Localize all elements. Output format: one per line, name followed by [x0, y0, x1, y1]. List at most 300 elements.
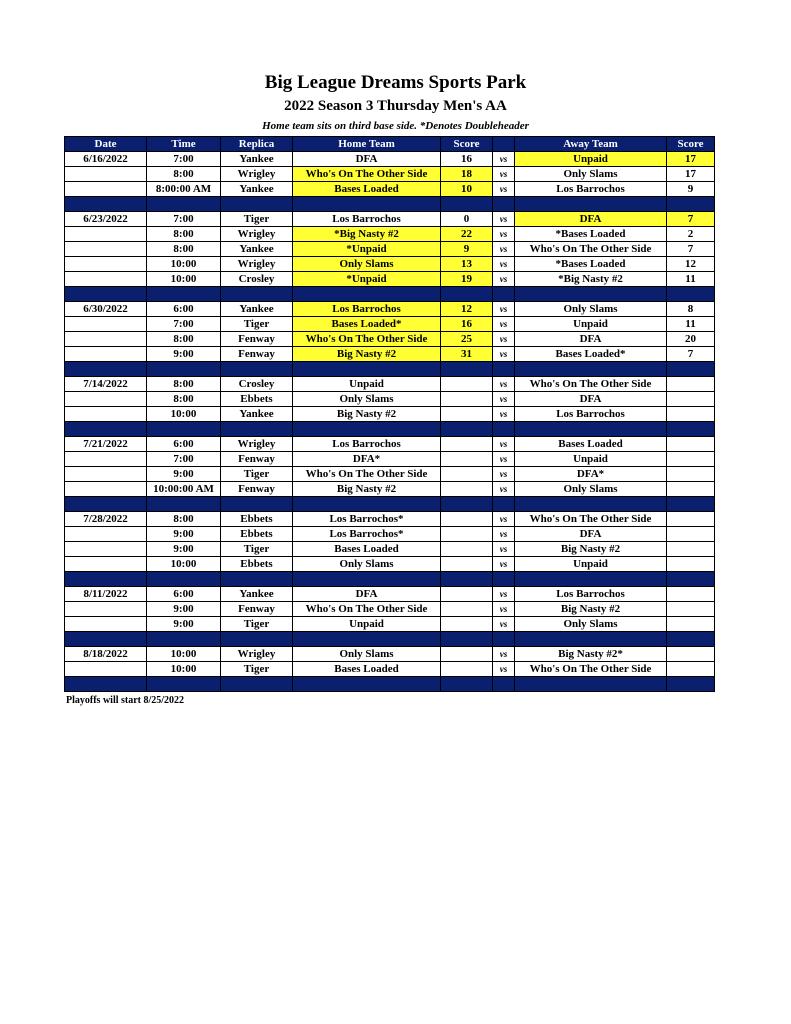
away-team-cell: DFA [515, 392, 667, 407]
replica-cell: Yankee [221, 152, 293, 167]
home-score-cell [441, 662, 493, 677]
separator-cell [441, 572, 493, 587]
time-cell: 8:00 [147, 242, 221, 257]
home-team-cell: Who's On The Other Side [293, 332, 441, 347]
week-separator [65, 197, 715, 212]
home-score-cell: 16 [441, 152, 493, 167]
separator-cell [65, 287, 147, 302]
time-cell: 9:00 [147, 467, 221, 482]
separator-cell [147, 287, 221, 302]
game-row [65, 647, 715, 662]
separator-cell [667, 632, 715, 647]
separator-cell [65, 497, 147, 512]
col-header-replica: Replica [221, 137, 293, 152]
away-score-cell [667, 617, 715, 632]
away-team-cell: Only Slams [515, 302, 667, 317]
date-cell [65, 272, 147, 287]
vs-cell: vs [493, 542, 515, 557]
schedule-note: Home team sits on third base side. *Denotes Doubleheader [262, 120, 529, 132]
time-cell: 10:00:00 AM [147, 482, 221, 497]
date-cell [65, 467, 147, 482]
date-cell: 6/23/2022 [65, 212, 147, 227]
time-cell: 9:00 [147, 542, 221, 557]
game-row [65, 242, 715, 257]
replica-cell: Crosley [221, 272, 293, 287]
replica-cell: Yankee [221, 302, 293, 317]
home-team-cell: Only Slams [293, 557, 441, 572]
away-score-cell: 7 [667, 242, 715, 257]
replica-cell: Fenway [221, 482, 293, 497]
col-header-date: Date [65, 137, 147, 152]
vs-cell: vs [493, 527, 515, 542]
date-cell [65, 182, 147, 197]
away-score-cell [667, 467, 715, 482]
col-header-home-score: Score [441, 137, 493, 152]
game-row [65, 467, 715, 482]
date-cell [65, 167, 147, 182]
home-team-cell: Bases Loaded [293, 662, 441, 677]
replica-cell: Ebbets [221, 557, 293, 572]
time-cell: 9:00 [147, 602, 221, 617]
separator-cell [293, 632, 441, 647]
home-team-cell: Big Nasty #2 [293, 347, 441, 362]
game-row [65, 482, 715, 497]
vs-cell: vs [493, 257, 515, 272]
home-score-cell: 13 [441, 257, 493, 272]
separator-cell [441, 632, 493, 647]
separator-cell [667, 362, 715, 377]
away-team-cell: *Bases Loaded [515, 257, 667, 272]
col-header-home-team: Home Team [293, 137, 441, 152]
game-row [65, 332, 715, 347]
home-score-cell [441, 512, 493, 527]
home-score-cell [441, 452, 493, 467]
separator-cell [147, 677, 221, 692]
date-cell [65, 557, 147, 572]
home-team-cell: Only Slams [293, 257, 441, 272]
separator-cell [667, 677, 715, 692]
game-row [65, 152, 715, 167]
game-row [65, 437, 715, 452]
home-score-cell [441, 527, 493, 542]
vs-cell: vs [493, 467, 515, 482]
separator-cell [493, 287, 515, 302]
home-score-cell [441, 602, 493, 617]
vs-cell: vs [493, 182, 515, 197]
time-cell: 6:00 [147, 587, 221, 602]
time-cell: 8:00 [147, 332, 221, 347]
time-cell: 10:00 [147, 557, 221, 572]
vs-cell: vs [493, 452, 515, 467]
home-score-cell: 9 [441, 242, 493, 257]
away-team-cell: Unpaid [515, 557, 667, 572]
time-cell: 8:00 [147, 512, 221, 527]
week-separator [65, 362, 715, 377]
week-separator [65, 287, 715, 302]
game-row [65, 302, 715, 317]
separator-cell [493, 632, 515, 647]
vs-cell: vs [493, 212, 515, 227]
away-team-cell: *Bases Loaded [515, 227, 667, 242]
home-team-cell: Unpaid [293, 377, 441, 392]
replica-cell: Crosley [221, 377, 293, 392]
home-score-cell: 22 [441, 227, 493, 242]
replica-cell: Ebbets [221, 392, 293, 407]
away-team-cell: Los Barrochos [515, 182, 667, 197]
time-cell: 7:00 [147, 212, 221, 227]
date-cell: 6/16/2022 [65, 152, 147, 167]
time-cell: 9:00 [147, 527, 221, 542]
separator-cell [667, 422, 715, 437]
vs-cell: vs [493, 617, 515, 632]
away-team-cell: Big Nasty #2 [515, 542, 667, 557]
away-score-cell [667, 662, 715, 677]
game-row [65, 617, 715, 632]
home-team-cell: Los Barrochos* [293, 527, 441, 542]
away-score-cell [667, 557, 715, 572]
date-cell [65, 242, 147, 257]
separator-cell [221, 677, 293, 692]
home-team-cell: Bases Loaded [293, 542, 441, 557]
playoffs-note: Playoffs will start 8/25/2022 [66, 695, 185, 706]
home-team-cell: *Unpaid [293, 272, 441, 287]
separator-cell [515, 287, 667, 302]
replica-cell: Tiger [221, 212, 293, 227]
time-cell: 8:00 [147, 167, 221, 182]
replica-cell: Yankee [221, 242, 293, 257]
time-cell: 6:00 [147, 302, 221, 317]
time-cell: 7:00 [147, 452, 221, 467]
vs-cell: vs [493, 302, 515, 317]
date-cell: 8/18/2022 [65, 647, 147, 662]
separator-cell [293, 287, 441, 302]
replica-cell: Tiger [221, 317, 293, 332]
away-score-cell: 20 [667, 332, 715, 347]
separator-cell [65, 197, 147, 212]
home-score-cell: 16 [441, 317, 493, 332]
replica-cell: Tiger [221, 617, 293, 632]
home-score-cell: 19 [441, 272, 493, 287]
time-cell: 8:00 [147, 392, 221, 407]
separator-cell [441, 362, 493, 377]
vs-cell: vs [493, 317, 515, 332]
separator-cell [293, 362, 441, 377]
replica-cell: Fenway [221, 452, 293, 467]
separator-cell [493, 497, 515, 512]
away-team-cell: *Big Nasty #2 [515, 272, 667, 287]
away-score-cell [667, 542, 715, 557]
col-header-away-score: Score [667, 137, 715, 152]
home-score-cell [441, 392, 493, 407]
home-team-cell: Bases Loaded [293, 182, 441, 197]
replica-cell: Ebbets [221, 527, 293, 542]
away-team-cell: DFA [515, 212, 667, 227]
game-row [65, 542, 715, 557]
separator-cell [441, 497, 493, 512]
home-score-cell [441, 407, 493, 422]
home-score-cell: 10 [441, 182, 493, 197]
col-header-vs [493, 137, 515, 152]
home-team-cell: *Big Nasty #2 [293, 227, 441, 242]
separator-cell [221, 497, 293, 512]
date-cell [65, 227, 147, 242]
vs-cell: vs [493, 272, 515, 287]
away-score-cell: 17 [667, 152, 715, 167]
home-score-cell [441, 437, 493, 452]
date-cell: 6/30/2022 [65, 302, 147, 317]
away-team-cell: DFA* [515, 467, 667, 482]
separator-cell [667, 197, 715, 212]
date-cell [65, 317, 147, 332]
separator-cell [441, 197, 493, 212]
home-score-cell: 0 [441, 212, 493, 227]
time-cell: 8:00 [147, 377, 221, 392]
replica-cell: Wrigley [221, 647, 293, 662]
away-score-cell [667, 512, 715, 527]
time-cell: 10:00 [147, 662, 221, 677]
away-score-cell [667, 377, 715, 392]
vs-cell: vs [493, 557, 515, 572]
vs-cell: vs [493, 647, 515, 662]
vs-cell: vs [493, 242, 515, 257]
home-team-cell: Who's On The Other Side [293, 602, 441, 617]
home-score-cell: 25 [441, 332, 493, 347]
away-team-cell: Bases Loaded [515, 437, 667, 452]
date-cell [65, 392, 147, 407]
week-separator [65, 497, 715, 512]
col-header-time: Time [147, 137, 221, 152]
separator-cell [441, 287, 493, 302]
home-team-cell: Los Barrochos [293, 437, 441, 452]
home-score-cell [441, 377, 493, 392]
home-team-cell: Only Slams [293, 647, 441, 662]
away-score-cell [667, 527, 715, 542]
away-score-cell: 7 [667, 347, 715, 362]
time-cell: 7:00 [147, 152, 221, 167]
replica-cell: Wrigley [221, 167, 293, 182]
away-score-cell: 8 [667, 302, 715, 317]
replica-cell: Fenway [221, 602, 293, 617]
vs-cell: vs [493, 347, 515, 362]
vs-cell: vs [493, 152, 515, 167]
game-row [65, 347, 715, 362]
home-team-cell: Only Slams [293, 392, 441, 407]
replica-cell: Tiger [221, 662, 293, 677]
separator-cell [293, 677, 441, 692]
away-team-cell: Bases Loaded* [515, 347, 667, 362]
home-score-cell: 12 [441, 302, 493, 317]
game-row [65, 527, 715, 542]
home-score-cell [441, 647, 493, 662]
date-cell [65, 602, 147, 617]
away-team-cell: Big Nasty #2* [515, 647, 667, 662]
replica-cell: Tiger [221, 542, 293, 557]
header-row [65, 137, 715, 152]
replica-cell: Ebbets [221, 512, 293, 527]
time-cell: 7:00 [147, 317, 221, 332]
separator-cell [65, 632, 147, 647]
home-team-cell: Who's On The Other Side [293, 467, 441, 482]
week-separator [65, 422, 715, 437]
away-score-cell [667, 647, 715, 662]
home-team-cell: DFA [293, 152, 441, 167]
game-row [65, 377, 715, 392]
away-score-cell [667, 587, 715, 602]
away-score-cell [667, 482, 715, 497]
away-team-cell: Los Barrochos [515, 587, 667, 602]
home-team-cell: *Unpaid [293, 242, 441, 257]
separator-cell [221, 362, 293, 377]
separator-cell [441, 422, 493, 437]
game-row [65, 587, 715, 602]
separator-cell [65, 677, 147, 692]
time-cell: 9:00 [147, 347, 221, 362]
home-team-cell: Big Nasty #2 [293, 407, 441, 422]
time-cell: 10:00 [147, 407, 221, 422]
separator-cell [667, 287, 715, 302]
away-team-cell: Who's On The Other Side [515, 377, 667, 392]
schedule-body [65, 152, 715, 692]
separator-cell [493, 197, 515, 212]
separator-cell [147, 197, 221, 212]
replica-cell: Wrigley [221, 257, 293, 272]
home-team-cell: DFA* [293, 452, 441, 467]
separator-cell [293, 422, 441, 437]
separator-cell [493, 677, 515, 692]
separator-cell [667, 572, 715, 587]
away-score-cell: 12 [667, 257, 715, 272]
date-cell [65, 407, 147, 422]
home-team-cell: Los Barrochos* [293, 512, 441, 527]
away-team-cell: Unpaid [515, 452, 667, 467]
vs-cell: vs [493, 407, 515, 422]
separator-cell [293, 572, 441, 587]
vs-cell: vs [493, 167, 515, 182]
vs-cell: vs [493, 662, 515, 677]
separator-cell [147, 362, 221, 377]
separator-cell [221, 287, 293, 302]
date-cell [65, 542, 147, 557]
replica-cell: Fenway [221, 347, 293, 362]
game-row [65, 227, 715, 242]
page-title: Big League Dreams Sports Park [264, 72, 527, 93]
game-row [65, 557, 715, 572]
date-cell [65, 452, 147, 467]
away-team-cell: DFA [515, 332, 667, 347]
home-score-cell [441, 482, 493, 497]
separator-cell [65, 422, 147, 437]
replica-cell: Yankee [221, 407, 293, 422]
game-row [65, 182, 715, 197]
separator-cell [493, 572, 515, 587]
vs-cell: vs [493, 602, 515, 617]
week-separator [65, 632, 715, 647]
replica-cell: Wrigley [221, 227, 293, 242]
away-score-cell: 2 [667, 227, 715, 242]
vs-cell: vs [493, 332, 515, 347]
time-cell: 10:00 [147, 272, 221, 287]
date-cell [65, 662, 147, 677]
time-cell: 8:00 [147, 227, 221, 242]
vs-cell: vs [493, 227, 515, 242]
date-cell [65, 527, 147, 542]
vs-cell: vs [493, 377, 515, 392]
date-cell: 7/28/2022 [65, 512, 147, 527]
separator-cell [147, 632, 221, 647]
vs-cell: vs [493, 512, 515, 527]
separator-cell [441, 677, 493, 692]
separator-cell [293, 497, 441, 512]
separator-cell [493, 362, 515, 377]
separator-cell [221, 197, 293, 212]
away-score-cell [667, 392, 715, 407]
away-team-cell: Who's On The Other Side [515, 242, 667, 257]
vs-cell: vs [493, 587, 515, 602]
home-score-cell [441, 542, 493, 557]
separator-cell [65, 362, 147, 377]
separator-cell [515, 197, 667, 212]
away-team-cell: Only Slams [515, 167, 667, 182]
game-row [65, 602, 715, 617]
separator-cell [515, 572, 667, 587]
home-team-cell: Unpaid [293, 617, 441, 632]
home-team-cell: Bases Loaded* [293, 317, 441, 332]
away-score-cell: 11 [667, 317, 715, 332]
away-score-cell [667, 452, 715, 467]
vs-cell: vs [493, 482, 515, 497]
date-cell [65, 332, 147, 347]
away-score-cell: 9 [667, 182, 715, 197]
separator-cell [667, 497, 715, 512]
home-team-cell: Big Nasty #2 [293, 482, 441, 497]
game-row [65, 257, 715, 272]
game-row [65, 317, 715, 332]
separator-cell [221, 572, 293, 587]
date-cell: 7/14/2022 [65, 377, 147, 392]
game-row [65, 212, 715, 227]
home-team-cell: Los Barrochos [293, 302, 441, 317]
replica-cell: Tiger [221, 467, 293, 482]
separator-cell [147, 572, 221, 587]
away-score-cell: 7 [667, 212, 715, 227]
game-row [65, 407, 715, 422]
time-cell: 9:00 [147, 617, 221, 632]
vs-cell: vs [493, 392, 515, 407]
time-cell: 8:00:00 AM [147, 182, 221, 197]
away-score-cell [667, 407, 715, 422]
away-score-cell: 17 [667, 167, 715, 182]
separator-cell [515, 632, 667, 647]
away-team-cell: Unpaid [515, 317, 667, 332]
replica-cell: Wrigley [221, 437, 293, 452]
home-score-cell: 31 [441, 347, 493, 362]
separator-cell [515, 362, 667, 377]
week-separator [65, 677, 715, 692]
home-team-cell: Los Barrochos [293, 212, 441, 227]
away-team-cell: Only Slams [515, 482, 667, 497]
separator-cell [147, 422, 221, 437]
separator-cell [515, 497, 667, 512]
home-team-cell: DFA [293, 587, 441, 602]
date-cell: 7/21/2022 [65, 437, 147, 452]
separator-cell [221, 632, 293, 647]
game-row [65, 167, 715, 182]
away-score-cell: 11 [667, 272, 715, 287]
away-team-cell: DFA [515, 527, 667, 542]
away-team-cell: Only Slams [515, 617, 667, 632]
separator-cell [147, 497, 221, 512]
home-score-cell: 18 [441, 167, 493, 182]
